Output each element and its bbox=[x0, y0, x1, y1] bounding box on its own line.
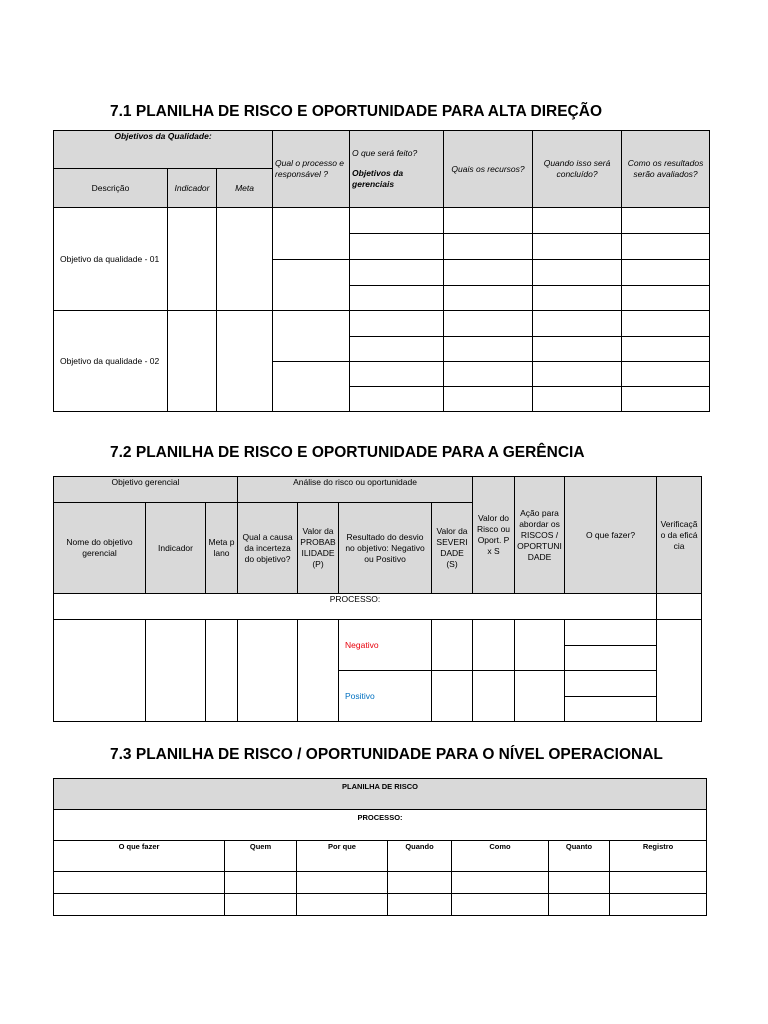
objetivos-qualidade-header: Objetivos da Qualidade: bbox=[54, 131, 273, 169]
table-cell[interactable] bbox=[565, 620, 657, 646]
probabilidade-header: Valor da PROBABILIDADE (P) bbox=[298, 503, 339, 594]
positivo-label: Positivo bbox=[339, 671, 432, 722]
table-cell[interactable] bbox=[444, 337, 533, 362]
objetivo-gerencial-header: Objetivo gerencial bbox=[54, 477, 238, 503]
column-header-como: Como bbox=[452, 841, 549, 872]
table-cell[interactable] bbox=[350, 260, 444, 286]
table-cell[interactable] bbox=[206, 620, 238, 722]
table-cell[interactable] bbox=[54, 620, 146, 722]
table-cell[interactable] bbox=[432, 671, 473, 722]
quando-header: Quando isso será concluído? bbox=[533, 131, 622, 208]
table-cell[interactable] bbox=[217, 311, 273, 412]
table-cell[interactable] bbox=[298, 620, 339, 722]
table-cell[interactable] bbox=[444, 286, 533, 311]
descricao-header: Descrição bbox=[54, 169, 168, 208]
table-cell[interactable] bbox=[444, 260, 533, 286]
analise-header: Análise do risco ou oportunidade bbox=[238, 477, 473, 503]
table-cell[interactable] bbox=[533, 362, 622, 387]
table-cell[interactable] bbox=[388, 894, 452, 916]
table-cell[interactable] bbox=[168, 208, 217, 311]
planilha-risco-header: PLANILHA DE RISCO bbox=[54, 779, 707, 810]
table-cell[interactable] bbox=[350, 286, 444, 311]
table-cell[interactable] bbox=[444, 234, 533, 260]
table-cell[interactable] bbox=[273, 362, 350, 412]
table-cell[interactable] bbox=[622, 387, 710, 412]
column-header-quanto: Quanto bbox=[549, 841, 610, 872]
table-cell[interactable] bbox=[225, 894, 297, 916]
table-cell[interactable] bbox=[432, 620, 473, 671]
table-cell[interactable] bbox=[444, 362, 533, 387]
table-cell[interactable] bbox=[273, 260, 350, 311]
indicador-header: Indicador bbox=[146, 503, 206, 594]
column-header-o-que-fazer: O que fazer bbox=[54, 841, 225, 872]
severidade-header: Valor da SEVERIDADE (S) bbox=[432, 503, 473, 594]
table-cell[interactable] bbox=[350, 337, 444, 362]
table-cell[interactable] bbox=[622, 286, 710, 311]
table-cell[interactable] bbox=[225, 872, 297, 894]
table-cell[interactable] bbox=[533, 337, 622, 362]
table-cell[interactable] bbox=[533, 260, 622, 286]
table-cell[interactable] bbox=[452, 894, 549, 916]
table-cell[interactable] bbox=[610, 872, 707, 894]
table-cell[interactable] bbox=[388, 872, 452, 894]
acao-header: Ação para abordar os RISCOS / OPORTUNIDADE bbox=[515, 477, 565, 594]
table-cell[interactable] bbox=[622, 208, 710, 234]
o-que-sera-feito-header bbox=[350, 131, 444, 208]
verificacao-header: Verificação da eficácia bbox=[657, 477, 702, 594]
table-cell[interactable] bbox=[238, 620, 298, 722]
table-cell[interactable] bbox=[533, 286, 622, 311]
table-cell[interactable] bbox=[549, 872, 610, 894]
table-cell[interactable] bbox=[350, 234, 444, 260]
table-cell[interactable] bbox=[273, 208, 350, 260]
table-cell[interactable] bbox=[217, 208, 273, 311]
table-cell[interactable] bbox=[273, 311, 350, 362]
table-cell[interactable] bbox=[533, 387, 622, 412]
table-cell[interactable] bbox=[54, 872, 225, 894]
causa-header: Qual a causa da incerteza do objetivo? bbox=[238, 503, 298, 594]
table-cell[interactable] bbox=[168, 311, 217, 412]
negativo-label: Negativo bbox=[339, 620, 432, 671]
table-cell[interactable] bbox=[452, 872, 549, 894]
table-cell[interactable] bbox=[622, 362, 710, 387]
table-cell[interactable] bbox=[533, 208, 622, 234]
nome-objetivo-header: Nome do objetivo gerencial bbox=[54, 503, 146, 594]
table-cell[interactable] bbox=[297, 894, 388, 916]
table-cell[interactable] bbox=[622, 337, 710, 362]
table-cell[interactable] bbox=[549, 894, 610, 916]
table-cell[interactable] bbox=[473, 620, 515, 671]
alta-direcao-table bbox=[53, 130, 710, 412]
processo-row: PROCESSO: bbox=[54, 810, 707, 841]
table-cell[interactable] bbox=[444, 387, 533, 412]
column-header-quem: Quem bbox=[225, 841, 297, 872]
column-header-quando: Quando bbox=[388, 841, 452, 872]
table-cell[interactable] bbox=[565, 697, 657, 722]
gerencia-table bbox=[53, 476, 702, 722]
table-cell[interactable] bbox=[610, 894, 707, 916]
table-cell[interactable] bbox=[297, 872, 388, 894]
table-cell[interactable] bbox=[533, 311, 622, 337]
processo-responsavel-header: Qual o processo e responsável ? bbox=[273, 131, 350, 208]
avaliados-header: Como os resultados serão avaliados? bbox=[622, 131, 710, 208]
objetivos-gerenciais-label: Objetivos da gerenciais bbox=[352, 168, 404, 189]
objetivo-qualidade-01: Objetivo da qualidade - 01 bbox=[54, 208, 168, 311]
table-cell[interactable] bbox=[350, 387, 444, 412]
section-7-1-title: 7.1 PLANILHA DE RISCO E OPORTUNIDADE PARA ALTA DIREÇÃO bbox=[110, 103, 603, 120]
table-cell[interactable] bbox=[515, 671, 565, 722]
meta-header: Meta bbox=[217, 169, 273, 208]
table-cell[interactable] bbox=[657, 620, 702, 722]
resultado-header: Resultado do desvio no objetivo: Negativo ou Positivo bbox=[339, 503, 432, 594]
column-header-por-que: Por que bbox=[297, 841, 388, 872]
o-que-sera-feito-label: O que será feito? bbox=[352, 148, 418, 158]
processo-row: PROCESSO: bbox=[54, 594, 657, 620]
column-header-registro: Registro bbox=[610, 841, 707, 872]
table-cell[interactable] bbox=[54, 894, 225, 916]
table-cell[interactable] bbox=[515, 620, 565, 671]
valor-risco-header: Valor do Risco ou Oport. P x S bbox=[473, 477, 515, 594]
table-cell[interactable] bbox=[473, 671, 515, 722]
table-cell[interactable] bbox=[565, 646, 657, 671]
table-cell[interactable] bbox=[533, 234, 622, 260]
table-cell[interactable] bbox=[622, 311, 710, 337]
table-cell[interactable] bbox=[565, 671, 657, 697]
o-que-fazer-header: O que fazer? bbox=[565, 477, 657, 594]
table-cell[interactable] bbox=[350, 362, 444, 387]
recursos-header: Quais os recursos? bbox=[444, 131, 533, 208]
meta-plano-header: Meta plano bbox=[206, 503, 238, 594]
table-cell[interactable] bbox=[444, 208, 533, 234]
table-cell[interactable] bbox=[657, 594, 702, 620]
indicador-header: Indicador bbox=[168, 169, 217, 208]
section-7-2-title: 7.2 PLANILHA DE RISCO E OPORTUNIDADE PARA A GERÊNCIA bbox=[110, 444, 585, 461]
table-cell[interactable] bbox=[146, 620, 206, 722]
table-cell[interactable] bbox=[350, 208, 444, 234]
section-7-3-title: 7.3 PLANILHA DE RISCO / OPORTUNIDADE PARA O NÍVEL OPERACIONAL bbox=[110, 746, 663, 763]
table-cell[interactable] bbox=[350, 311, 444, 337]
table-cell[interactable] bbox=[622, 234, 710, 260]
objetivo-qualidade-02: Objetivo da qualidade - 02 bbox=[54, 311, 168, 412]
table-cell[interactable] bbox=[622, 260, 710, 286]
operacional-table bbox=[53, 778, 707, 916]
table-cell[interactable] bbox=[444, 311, 533, 337]
